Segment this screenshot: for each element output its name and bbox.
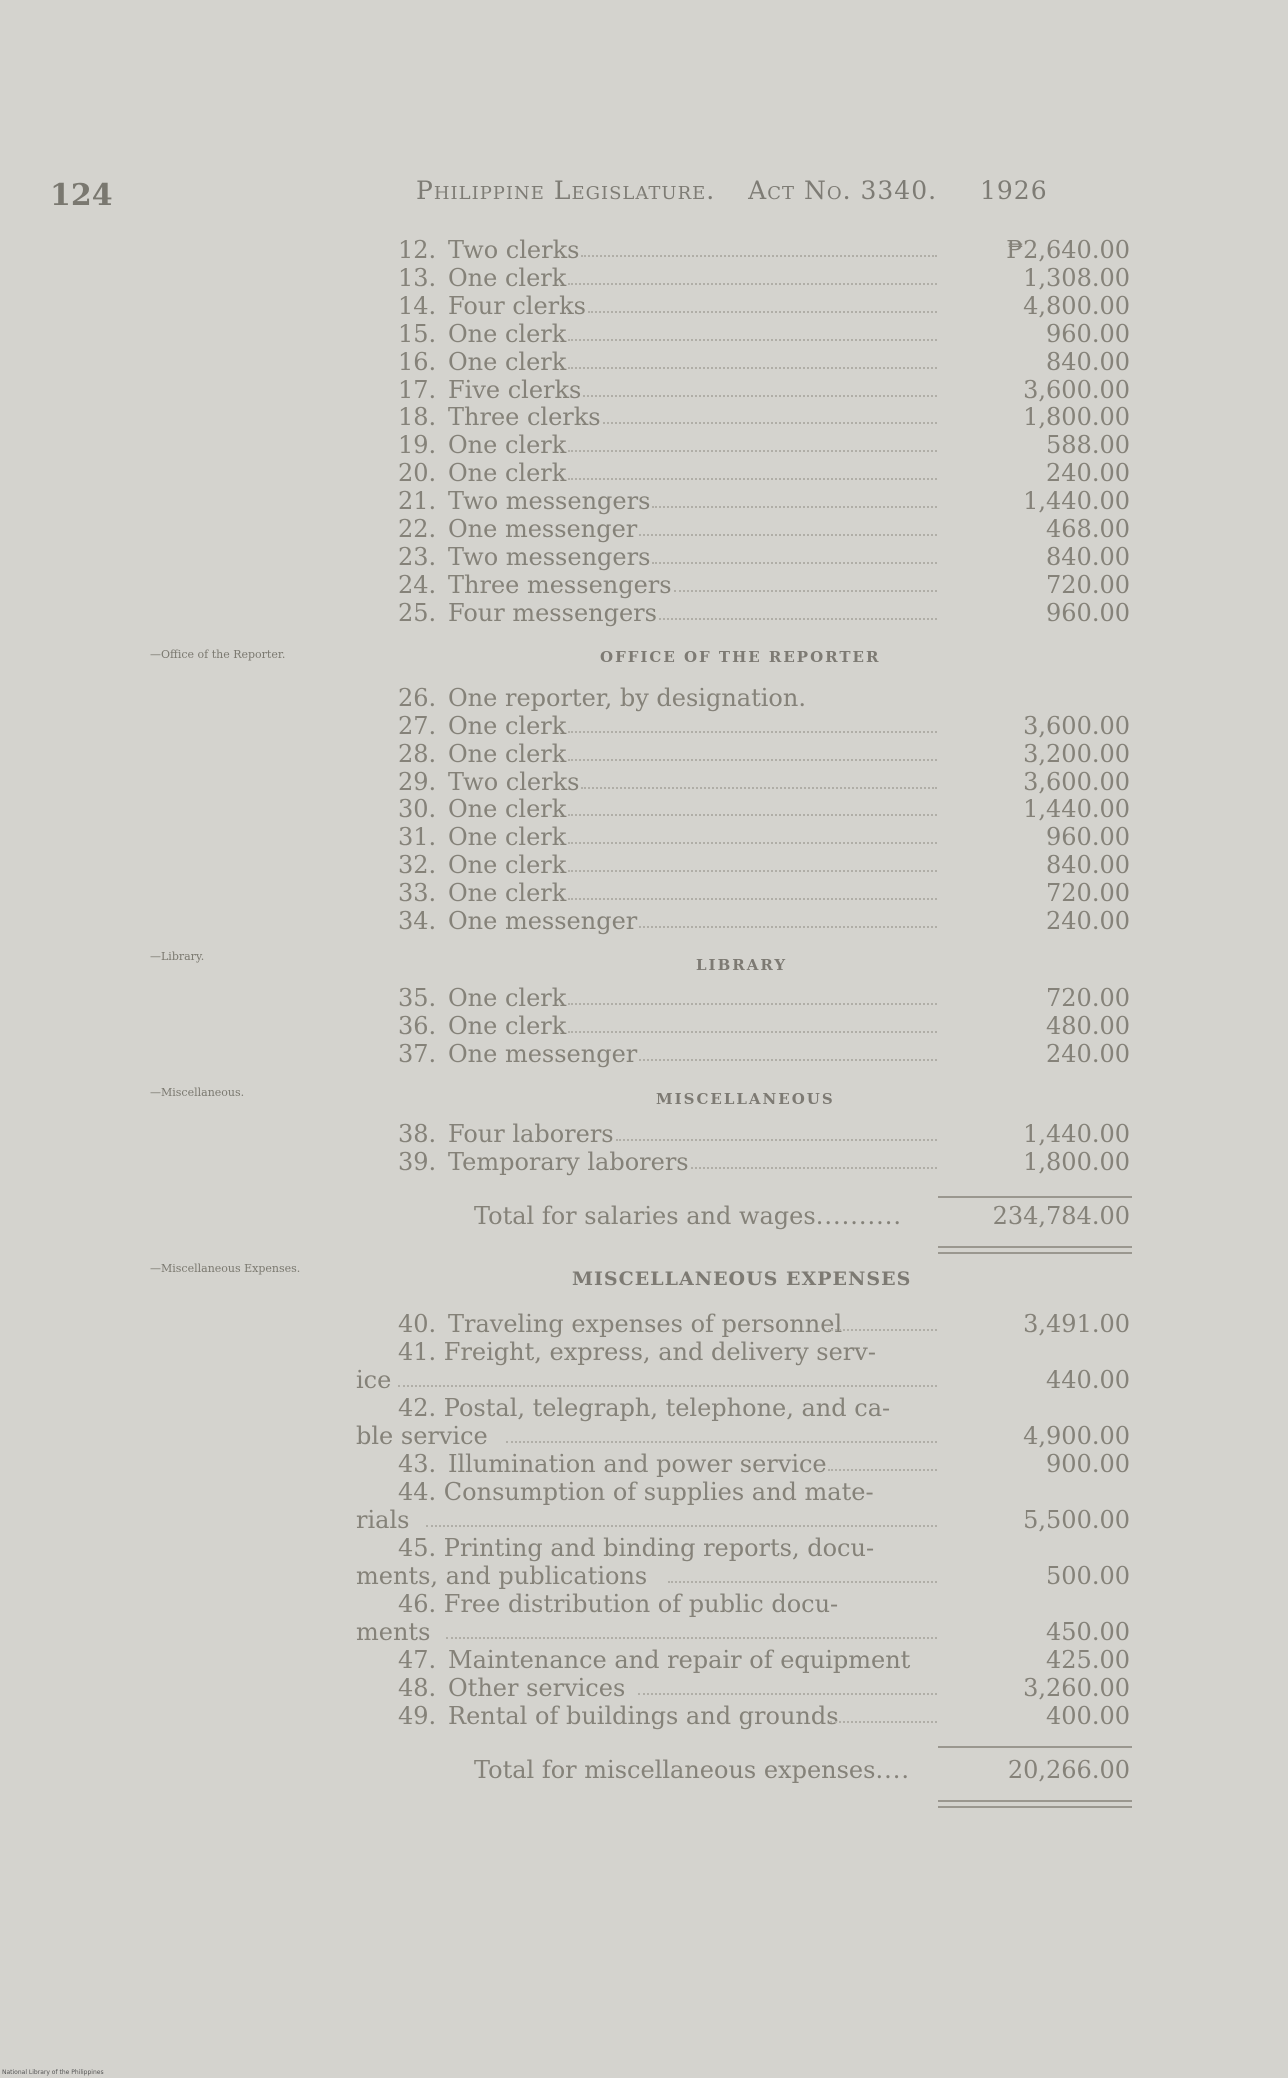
row-label: One clerk xyxy=(448,712,567,740)
row-number: 20. xyxy=(398,459,437,488)
leader-dots xyxy=(659,618,937,620)
leader-dots xyxy=(588,311,937,313)
line-item-row xyxy=(398,1012,1132,1040)
row-label: Illumination and power service xyxy=(448,1450,827,1478)
line-item-row xyxy=(398,1120,1132,1148)
leader-dots xyxy=(568,450,937,452)
row-label: One messenger xyxy=(448,906,638,935)
total-salaries-row xyxy=(474,1202,1130,1230)
line-item-row xyxy=(398,236,1132,264)
row-amount: 4,900.00 xyxy=(1023,1422,1130,1450)
line-item-row xyxy=(398,376,1132,404)
row-amount: 1,800.00 xyxy=(1023,1148,1130,1176)
line-item-row xyxy=(398,320,1132,348)
row-label: Two messengers xyxy=(448,542,651,571)
row-text-line1: 45. Printing and binding reports, docu- xyxy=(398,1534,875,1562)
row-amount: 425.00 xyxy=(1046,1646,1130,1674)
total-label: Total for salaries and wages xyxy=(474,1202,816,1230)
leader-dots xyxy=(426,1525,937,1527)
leader-dots xyxy=(568,367,937,369)
margin-note-miscellaneous: —Miscellaneous. xyxy=(150,1086,245,1099)
row-number: 34. xyxy=(398,906,437,935)
designation-row xyxy=(398,684,1132,712)
expense-row-43 xyxy=(398,1450,1132,1478)
leader-dots xyxy=(616,1139,937,1141)
line-item-row xyxy=(398,403,1132,431)
row-label: Maintenance and repair of equipment xyxy=(448,1646,911,1674)
row-label: One clerk xyxy=(448,739,567,768)
leader-dots: .......... xyxy=(815,1202,902,1230)
row-label: One clerk xyxy=(448,823,567,852)
margin-note-library: —Library. xyxy=(150,950,205,963)
subtotal-rule xyxy=(938,1196,1132,1198)
row-amount: 3,600.00 xyxy=(1023,712,1130,740)
row-number: 22. xyxy=(398,515,437,543)
section-heading-miscellaneous: MISCELLANEOUS xyxy=(656,1090,835,1108)
leader-dots xyxy=(583,395,937,397)
leader-dots: .... xyxy=(875,1756,910,1784)
line-item-row xyxy=(398,851,1132,879)
total-amount: 20,266.00 xyxy=(1007,1756,1130,1784)
scan-credit: National Library of the Philippines xyxy=(2,2069,104,2076)
row-label: One clerk xyxy=(448,795,567,824)
row-amount: ₱2,640.00 xyxy=(1006,236,1130,264)
row-amount: 720.00 xyxy=(1046,570,1130,599)
line-item-row xyxy=(398,984,1132,1012)
row-number: 37. xyxy=(398,1040,437,1068)
line-item-row xyxy=(398,571,1132,599)
leader-dots xyxy=(828,1469,937,1471)
leader-dots xyxy=(506,1441,937,1443)
expense-row-45 xyxy=(356,1534,1132,1590)
row-label: Four clerks xyxy=(448,291,586,320)
leader-dots xyxy=(639,926,937,928)
row-number: 48. xyxy=(398,1674,437,1702)
row-label: Two messengers xyxy=(448,487,651,516)
row-amount: 4,800.00 xyxy=(1023,291,1130,320)
row-text-line2-label: ice xyxy=(356,1366,392,1394)
row-amount: 5,500.00 xyxy=(1023,1506,1130,1534)
row-amount: 720.00 xyxy=(1046,878,1130,907)
row-label: Three messengers xyxy=(448,570,672,599)
row-amount: 960.00 xyxy=(1046,319,1130,348)
row-number: 40. xyxy=(398,1310,437,1338)
line-item-row xyxy=(398,543,1132,571)
row-label: Temporary laborers xyxy=(448,1148,689,1176)
row-amount: 240.00 xyxy=(1046,906,1130,935)
row-label: Three clerks xyxy=(448,403,601,432)
row-label: One reporter, by designation. xyxy=(448,684,806,712)
line-item-row xyxy=(398,1148,1132,1176)
line-item-row xyxy=(398,740,1132,768)
expense-row-46 xyxy=(356,1590,1132,1646)
leader-dots xyxy=(568,283,937,285)
row-number: 39. xyxy=(398,1148,437,1176)
line-item-row xyxy=(398,515,1132,543)
row-label: Other services xyxy=(448,1674,626,1702)
leader-dots xyxy=(581,787,937,789)
row-text-line2 xyxy=(356,1506,1132,1534)
row-amount: 3,600.00 xyxy=(1023,767,1130,796)
margin-note-expenses: —Miscellaneous Expenses. xyxy=(150,1262,301,1275)
leader-dots xyxy=(691,1167,937,1169)
row-amount: 840.00 xyxy=(1046,851,1130,879)
row-amount: 1,440.00 xyxy=(1023,795,1130,824)
row-number: 15. xyxy=(398,319,437,348)
row-label: One messenger xyxy=(448,1040,638,1068)
row-number: 29. xyxy=(398,767,437,796)
expense-row-41 xyxy=(356,1338,1132,1394)
leader-dots xyxy=(568,759,937,761)
row-number: 43. xyxy=(398,1450,437,1478)
leader-dots xyxy=(568,478,937,480)
line-item-row xyxy=(398,795,1132,823)
leader-dots xyxy=(446,1637,937,1639)
row-label: One clerk xyxy=(448,347,567,376)
row-label: One clerk xyxy=(448,263,567,292)
row-amount: 468.00 xyxy=(1046,515,1130,543)
row-amount: 840.00 xyxy=(1046,347,1130,376)
row-amount: 1,308.00 xyxy=(1023,263,1130,292)
row-label: One clerk xyxy=(448,878,567,907)
expenses-double-rule xyxy=(938,1800,1132,1808)
leader-dots xyxy=(603,422,937,424)
leader-dots xyxy=(568,731,937,733)
section-heading-expenses: MISCELLANEOUS EXPENSES xyxy=(572,1268,912,1290)
row-amount: 240.00 xyxy=(1046,459,1130,488)
row-amount: 720.00 xyxy=(1046,984,1130,1012)
section-heading-reporter: OFFICE OF THE REPORTER xyxy=(600,648,881,666)
row-text-line2 xyxy=(356,1562,1132,1590)
row-number: 36. xyxy=(398,1012,437,1040)
row-text-line2-label: ments, and publications xyxy=(356,1562,648,1590)
row-number: 21. xyxy=(398,487,437,516)
year: 1926 xyxy=(980,176,1048,205)
row-text-line1: 46. Free distribution of public docu- xyxy=(398,1590,839,1618)
row-number: 35. xyxy=(398,984,437,1012)
line-item-row xyxy=(398,292,1132,320)
row-number: 24. xyxy=(398,570,437,599)
leader-dots xyxy=(568,870,937,872)
row-number: 25. xyxy=(398,598,437,627)
line-item-row xyxy=(398,264,1132,292)
leader-dots xyxy=(639,1059,937,1061)
row-amount: 900.00 xyxy=(1046,1450,1130,1478)
row-number: 33. xyxy=(398,878,437,907)
row-number: 49. xyxy=(398,1702,437,1730)
row-number: 27. xyxy=(398,712,437,740)
row-label: Traveling expenses of personnel xyxy=(448,1310,843,1338)
expenses-subtotal-rule xyxy=(938,1746,1132,1748)
row-amount: 3,200.00 xyxy=(1023,739,1130,768)
row-number: 30. xyxy=(398,795,437,824)
row-label: Two clerks xyxy=(448,236,580,264)
row-text-line2 xyxy=(356,1366,1132,1394)
line-item-row xyxy=(398,823,1132,851)
row-amount: 960.00 xyxy=(1046,823,1130,852)
act-number: Act No. 3340. xyxy=(748,176,938,205)
line-item-row xyxy=(398,487,1132,515)
leader-dots xyxy=(674,590,937,592)
line-item-row xyxy=(398,431,1132,459)
leader-dots xyxy=(652,562,937,564)
leader-dots xyxy=(581,255,937,257)
row-number: 23. xyxy=(398,542,437,571)
row-number: 32. xyxy=(398,851,437,879)
line-item-row xyxy=(398,599,1132,627)
row-label: Four messengers xyxy=(448,598,657,627)
row-number: 17. xyxy=(398,375,437,404)
line-item-row xyxy=(398,1040,1132,1068)
section-heading-library: LIBRARY xyxy=(696,956,788,974)
expense-row-48 xyxy=(398,1674,1132,1702)
leader-dots xyxy=(568,842,937,844)
row-number: 47. xyxy=(398,1646,437,1674)
leader-dots xyxy=(639,534,937,536)
total-label: Total for miscellaneous expenses xyxy=(474,1756,876,1784)
row-number: 14. xyxy=(398,291,437,320)
row-amount: 240.00 xyxy=(1046,1040,1130,1068)
row-amount: 400.00 xyxy=(1046,1702,1130,1730)
row-amount: 1,440.00 xyxy=(1023,1120,1130,1148)
leader-dots xyxy=(568,814,937,816)
row-text-line2-label: rials xyxy=(356,1506,410,1534)
expense-row-47 xyxy=(398,1646,1132,1674)
running-title: Philippine Legislature. xyxy=(416,176,716,205)
row-amount: 1,440.00 xyxy=(1023,487,1130,516)
row-text-line2 xyxy=(356,1422,1132,1450)
row-amount: 440.00 xyxy=(1046,1366,1130,1394)
row-amount: 1,800.00 xyxy=(1023,403,1130,432)
row-amount: 480.00 xyxy=(1046,1012,1130,1040)
leader-dots xyxy=(568,898,937,900)
row-label: One clerk xyxy=(448,459,567,488)
row-number: 12. xyxy=(398,236,437,264)
leader-dots xyxy=(568,1031,937,1033)
line-item-row xyxy=(398,712,1132,740)
expense-row-42 xyxy=(356,1394,1132,1450)
total-double-rule xyxy=(938,1246,1132,1254)
row-text-line1: 41. Freight, express, and delivery serv- xyxy=(398,1338,876,1366)
running-header xyxy=(416,176,1048,205)
row-amount: 588.00 xyxy=(1046,431,1130,460)
row-amount: 500.00 xyxy=(1046,1562,1130,1590)
row-text-line2 xyxy=(356,1618,1132,1646)
margin-note-reporter: —Office of the Reporter. xyxy=(150,648,286,661)
row-amount: 960.00 xyxy=(1046,598,1130,627)
row-text-line2-label: ble service xyxy=(356,1422,488,1450)
row-number: 28. xyxy=(398,739,437,768)
leader-dots xyxy=(568,1003,937,1005)
row-label: One clerk xyxy=(448,431,567,460)
row-amount: 450.00 xyxy=(1046,1618,1130,1646)
expense-row-44 xyxy=(356,1478,1132,1534)
row-label: Four laborers xyxy=(448,1120,614,1148)
leader-dots xyxy=(652,506,937,508)
line-item-row xyxy=(398,907,1132,935)
total-amount: 234,784.00 xyxy=(992,1202,1130,1230)
leader-dots xyxy=(830,1721,937,1723)
row-label: One clerk xyxy=(448,1012,567,1040)
line-item-row xyxy=(398,768,1132,796)
row-amount: 3,491.00 xyxy=(1023,1310,1130,1338)
row-number: 19. xyxy=(398,431,437,460)
row-text-line1: 44. Consumption of supplies and mate- xyxy=(398,1478,874,1506)
row-number: 31. xyxy=(398,823,437,852)
row-label: Five clerks xyxy=(448,375,582,404)
leader-dots xyxy=(638,1693,937,1695)
leader-dots xyxy=(668,1581,937,1583)
row-text-line1: 42. Postal, telegraph, telephone, and ca- xyxy=(398,1394,891,1422)
page-number: 124 xyxy=(50,178,113,213)
row-label: One messenger xyxy=(448,515,638,543)
row-amount: 3,600.00 xyxy=(1023,375,1130,404)
row-number: 16. xyxy=(398,347,437,376)
row-amount: 3,260.00 xyxy=(1023,1674,1130,1702)
total-expenses-row xyxy=(474,1756,1130,1784)
row-label: One clerk xyxy=(448,851,567,879)
row-amount: 840.00 xyxy=(1046,542,1130,571)
row-label: Rental of buildings and grounds xyxy=(448,1702,839,1730)
row-label: One clerk xyxy=(448,984,567,1012)
row-number: 26. xyxy=(398,684,437,712)
line-item-row xyxy=(398,879,1132,907)
leader-dots xyxy=(828,1329,937,1331)
expense-row-40 xyxy=(398,1310,1132,1338)
row-number: 38. xyxy=(398,1120,437,1148)
leader-dots xyxy=(568,339,937,341)
row-number: 18. xyxy=(398,403,437,432)
row-text-line2-label: ments xyxy=(356,1618,431,1646)
row-label: Two clerks xyxy=(448,767,580,796)
leader-dots xyxy=(398,1385,937,1387)
expense-row-49 xyxy=(398,1702,1132,1730)
line-item-row xyxy=(398,459,1132,487)
line-item-row xyxy=(398,348,1132,376)
row-label: One clerk xyxy=(448,319,567,348)
row-number: 13. xyxy=(398,263,437,292)
